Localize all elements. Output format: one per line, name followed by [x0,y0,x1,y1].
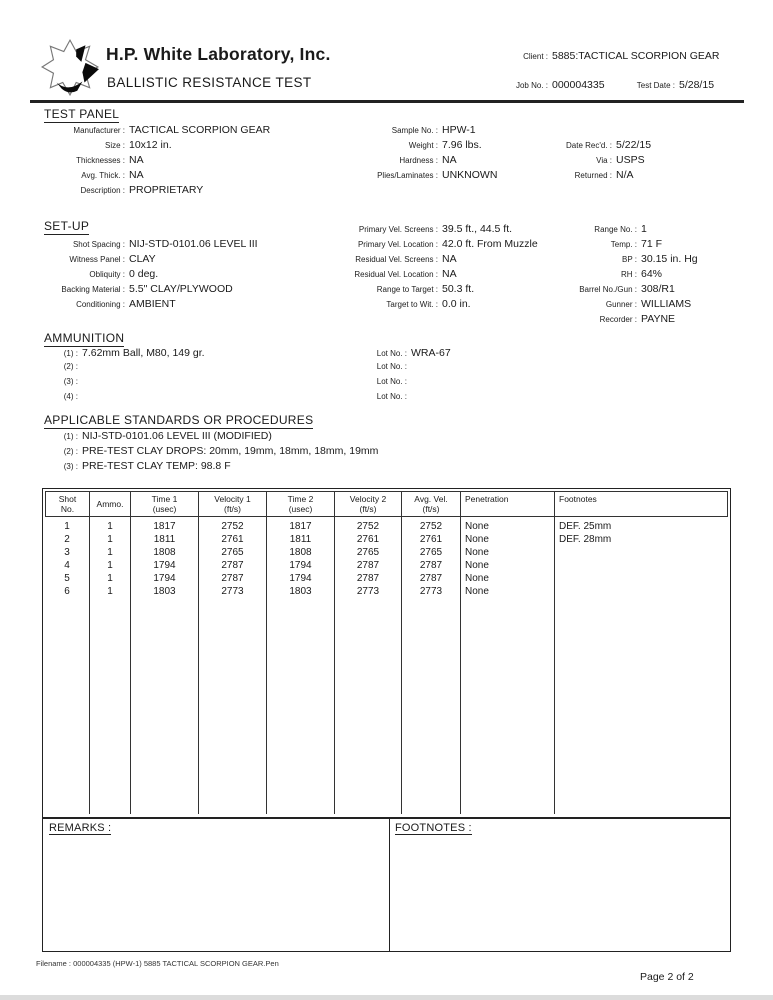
footnotes-title: FOOTNOTES : [395,822,472,834]
col-header-time1: Time 1 (usec) [131,491,199,517]
field-row [520,268,698,283]
field-row [30,253,258,268]
table-cell: 1817 [153,521,176,532]
field-row [30,298,258,313]
col-header-footnotes: Footnotes [555,491,728,517]
table-cell: 1794 [153,573,176,584]
table-cell: 1794 [153,560,176,571]
client-row [500,50,719,62]
standard-value: PRE-TEST CLAY TEMP: 98.8 F [82,460,231,472]
field-row [520,223,698,238]
col-header-ammo: Ammo. [90,491,131,517]
field-label: Residual Vel. Screens : [355,255,438,264]
table-cell: 1794 [289,573,312,584]
setup-col3 [520,223,698,328]
ammunition-rows [30,347,451,407]
field-label: Avg. Thick. : [81,171,125,180]
table-cell: None [465,547,489,558]
field-label: Plies/Laminates : [377,171,438,180]
test-panel-col1 [30,124,270,199]
column-footnotes [555,517,728,814]
setup-col1 [30,238,258,313]
field-label: Target to Wit. : [386,300,438,309]
field-value: 39.5 ft., 44.5 ft. [442,223,513,235]
field-row [520,253,698,268]
field-label: Shot Spacing : [72,240,125,249]
ammo-row [30,347,451,362]
field-value: NA [442,253,457,265]
table-cell: 1803 [289,586,312,597]
table-cell: None [465,560,489,571]
table-cell: 2761 [221,534,244,545]
field-row [318,298,538,313]
table-cell [559,559,728,572]
field-row [330,154,497,169]
field-row [30,184,270,199]
table-cell: 2752 [356,521,380,532]
field-row [500,154,651,169]
field-row [318,223,538,238]
table-cell: 1 [107,560,113,571]
table-cell: 1 [64,521,70,532]
table-cell: 1794 [289,560,312,571]
field-value: AMBIENT [129,298,176,310]
table-cell: 1803 [153,586,176,597]
report-title: BALLISTIC RESISTANCE TEST [107,75,312,90]
field-row [30,154,270,169]
standard-num-label: (3) : [63,462,78,471]
standards-rows [30,430,378,475]
field-value: CLAY [129,253,156,265]
field-label: Conditioning : [76,300,125,309]
field-value: USPS [616,154,645,166]
table-cell: 1808 [153,547,176,558]
standard-num-label: (1) : [63,432,78,441]
field-value: 0.0 in. [442,298,471,310]
table-cell [559,546,728,559]
field-value: 71 F [641,238,663,250]
table-cell: 2752 [221,521,244,532]
field-value: 30.15 in. Hg [641,253,698,265]
ammo-row [30,377,451,392]
field-value: 5/22/15 [616,139,652,151]
setup-title: SET-UP [44,219,90,233]
col-header-time2: Time 2 (usec) [267,491,335,517]
table-cell: 1808 [289,547,312,558]
test-date-row [620,79,714,91]
client-value: 5885:TACTICAL SCORPION GEAR [552,50,720,62]
field-value: 64% [641,268,663,280]
ammo-num-label: (2) : [63,362,78,371]
table-cell: 6 [64,586,70,597]
field-label: Manufacturer : [73,126,125,135]
table-cell [559,572,728,585]
field-label: Recorder : [599,315,637,324]
col-header-penetration: Penetration [461,491,555,517]
header-divider [30,100,744,103]
ammo-num-label: (3) : [63,377,78,386]
table-cell: 2773 [221,586,244,597]
job-no-row [500,79,605,91]
field-row [318,253,538,268]
field-value: 1 [641,223,647,235]
test-panel-title: TEST PANEL [44,107,120,121]
field-row [330,139,497,154]
filename-text: Filename : 000004335 (HPW-1) 5885 TACTICAL SCORPION GEAR.Pen [36,959,279,968]
table-cell: DEF. 28mm [559,534,612,545]
lot-no-label: Lot No. : [376,392,407,401]
field-label: Size : [104,141,125,150]
field-label: Thicknesses : [76,156,125,165]
test-panel-col3 [500,139,651,184]
field-row [500,139,651,154]
field-row [330,124,497,139]
field-label: Description : [80,186,125,195]
table-cell: 2787 [419,573,443,584]
field-row [330,169,497,184]
field-label: Range No. : [594,225,637,234]
table-cell: 1 [107,534,113,545]
field-row [500,169,651,184]
table-cell: 2765 [221,547,244,558]
field-value: 42.0 ft. From Muzzle [442,238,538,250]
column-time2 [267,517,335,814]
field-label: Returned : [574,171,612,180]
field-value: 50.3 ft. [442,283,475,295]
table-cell: 2773 [356,586,380,597]
table-cell: 2787 [419,560,443,571]
field-label: Sample No. : [391,126,438,135]
results-table-header-row [45,491,728,517]
table-cell: 2787 [356,573,380,584]
table-cell: 2787 [221,573,244,584]
field-value: NA [129,169,144,181]
field-label: Via : [596,156,612,165]
ammunition-title: AMMUNITION [44,331,125,345]
column-penetration [461,517,555,814]
standard-row [30,445,378,460]
table-cell: 2765 [419,547,443,558]
hp-white-star-logo-icon [38,36,102,98]
ammo-num-label: (4) : [63,392,78,401]
client-label: Client : [523,52,548,61]
shot-results-table [42,488,731,818]
field-label: Date Rec'd. : [566,141,612,150]
table-cell: 5 [64,573,70,584]
col-header-avg-vel: Avg. Vel. (ft/s) [402,491,461,517]
remarks-footnotes-container [42,818,731,952]
table-cell: 2773 [419,586,443,597]
table-cell: DEF. 25mm [559,521,612,532]
table-cell [559,585,728,598]
standard-row [30,460,378,475]
col-header-velocity1: Velocity 1 (ft/s) [199,491,267,517]
field-row [318,268,538,283]
job-no-label: Job No. : [515,81,548,90]
lot-no-value: WRA-67 [411,347,451,359]
ammo-num-label: (1) : [63,349,78,358]
field-value: PROPRIETARY [129,184,204,196]
table-cell: 4 [64,560,70,571]
ammo-value: 7.62mm Ball, M80, 149 gr. [82,347,205,359]
ammo-row [30,362,451,377]
field-value: WILLIAMS [641,298,692,310]
field-value: TACTICAL SCORPION GEAR [129,124,271,136]
col-header-shot-no: Shot No. [45,491,90,517]
field-label: Hardness : [399,156,438,165]
field-value: PAYNE [641,313,676,325]
test-date-label: Test Date : [636,81,675,90]
standards-title: APPLICABLE STANDARDS OR PROCEDURES [44,413,314,427]
column-ammo [90,517,131,814]
company-name: H.P. White Laboratory, Inc. [106,44,331,64]
field-label: Backing Material : [61,285,125,294]
col-header-velocity2: Velocity 2 (ft/s) [335,491,402,517]
field-value: NA [442,154,457,166]
table-cell: 1 [107,521,113,532]
field-value: N/A [616,169,634,181]
field-value: 7.96 lbs. [442,139,482,151]
field-row [520,313,698,328]
field-label: Primary Vel. Screens : [358,225,438,234]
field-value: NA [442,268,457,280]
table-cell: 2761 [356,534,380,545]
field-label: Temp. : [610,240,637,249]
field-label: Weight : [408,141,438,150]
table-cell: 1811 [153,534,176,545]
lot-no-label: Lot No. : [376,349,407,358]
table-cell: 2787 [356,560,380,571]
table-cell: 2761 [419,534,443,545]
field-value: 5.5" CLAY/PLYWOOD [129,283,233,295]
field-label: Witness Panel : [69,255,125,264]
field-row [30,169,270,184]
table-cell: 1 [107,547,113,558]
standard-num-label: (2) : [63,447,78,456]
column-shot-no [45,517,90,814]
field-value: HPW-1 [442,124,476,136]
table-cell: 2787 [221,560,244,571]
field-row [318,238,538,253]
standard-row [30,430,378,445]
test-panel-col2 [330,124,497,184]
table-cell: None [465,521,489,532]
field-row [30,124,270,139]
table-cell: 3 [64,547,70,558]
field-row [30,238,258,253]
job-no-value: 000004335 [552,79,605,91]
field-value: 10x12 in. [129,139,172,151]
field-value: UNKNOWN [442,169,498,181]
column-avg-vel [402,517,461,814]
field-label: Gunner : [605,300,637,309]
field-row [318,283,538,298]
lot-no-label: Lot No. : [376,377,407,386]
column-velocity1 [199,517,267,814]
field-row [520,298,698,313]
box-divider [389,819,390,951]
table-cell: 1 [107,586,113,597]
field-row [30,139,270,154]
field-label: Primary Vel. Location : [357,240,438,249]
field-row [520,283,698,298]
ammo-row [30,392,451,407]
field-label: RH : [621,270,637,279]
field-label: Residual Vel. Location : [354,270,438,279]
table-cell: 2752 [419,521,443,532]
table-cell: None [465,573,489,584]
column-time1 [131,517,199,814]
table-cell: 2 [64,534,70,545]
field-row [30,268,258,283]
lot-no-label: Lot No. : [376,362,407,371]
column-velocity2 [335,517,402,814]
field-row [520,238,698,253]
standard-value: NIJ-STD-0101.06 LEVEL III (MODIFIED) [82,430,272,442]
field-label: Range to Target : [376,285,438,294]
field-value: 0 deg. [129,268,159,280]
table-cell: None [465,534,489,545]
table-cell: 1 [107,573,113,584]
setup-col2 [318,223,538,313]
field-value: NIJ-STD-0101.06 LEVEL III [129,238,258,250]
field-label: Obliquity : [89,270,125,279]
table-cell: 1811 [289,534,312,545]
standard-value: PRE-TEST CLAY DROPS: 20mm, 19mm, 18mm, 18mm, 19mm [82,445,379,457]
results-table-body [45,517,728,814]
test-date-value: 5/28/15 [679,79,715,91]
table-cell: None [465,586,489,597]
field-label: BP : [622,255,637,264]
field-label: Barrel No./Gun : [579,285,637,294]
remarks-title: REMARKS : [49,822,112,834]
field-value: NA [129,154,144,166]
field-row [30,283,258,298]
field-value: 308/R1 [641,283,675,295]
scan-edge [0,995,773,1000]
page-number: Page 2 of 2 [640,971,694,983]
table-cell: 2765 [356,547,380,558]
table-cell: 1817 [289,521,312,532]
